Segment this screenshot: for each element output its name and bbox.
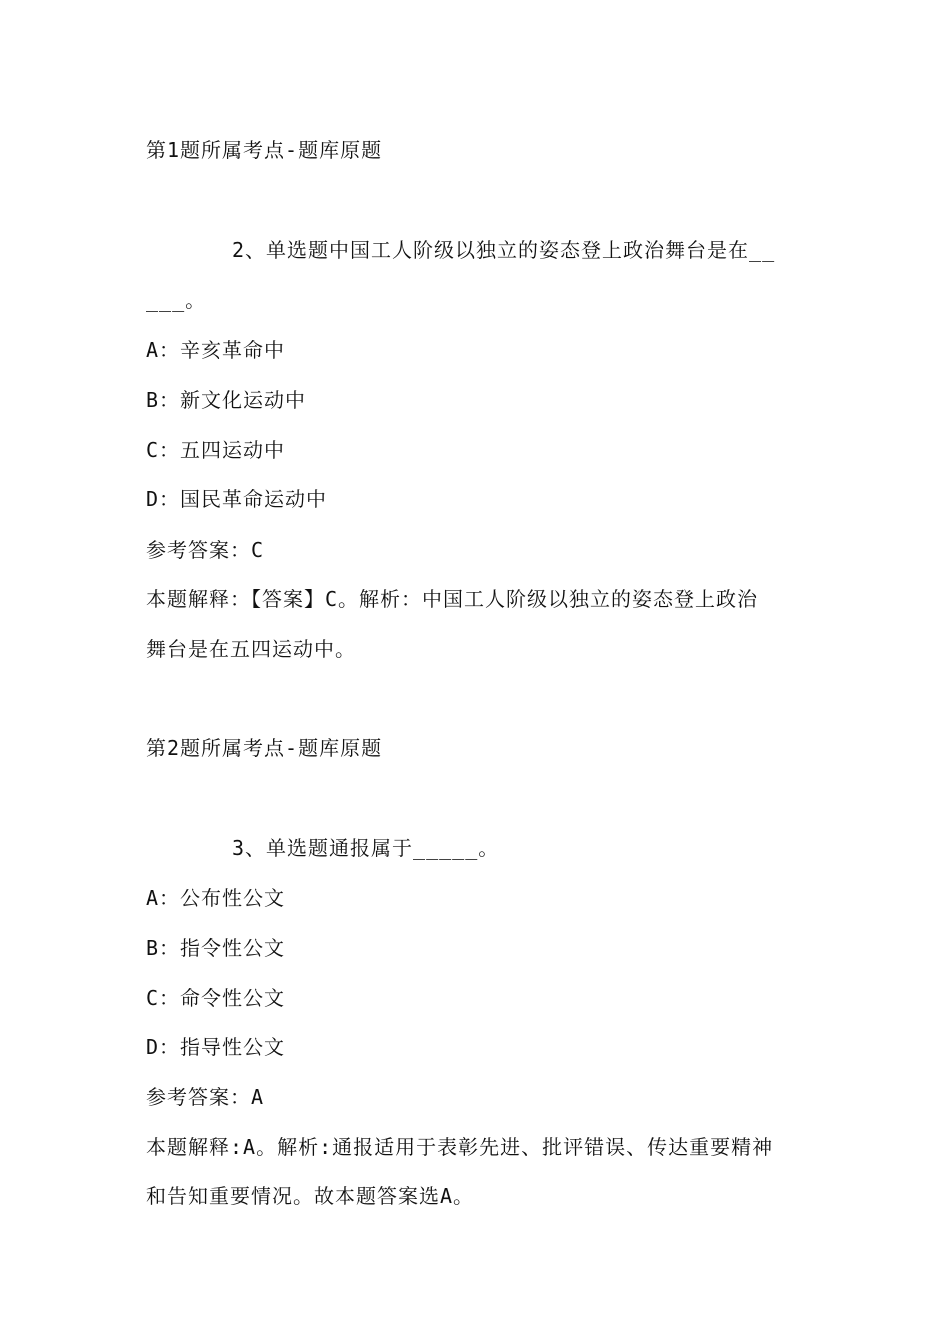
option-c: C：命令性公文	[146, 986, 286, 1010]
option-a: A：辛亥革命中	[146, 338, 286, 362]
option-a: A：公布性公文	[146, 886, 286, 910]
option-b: B：指令性公文	[146, 936, 286, 960]
explanation-text-continued: 和告知重要情况。故本题答案选A。	[146, 1184, 475, 1208]
explanation-text: 本题解释：【答案】C。解析：中国工人阶级以独立的姿态登上政治	[146, 587, 759, 611]
option-d: D：国民革命运动中	[146, 487, 328, 511]
explanation-text: 本题解释:A。解析:通报适用于表彰先进、批评错误、传达重要精神	[146, 1135, 774, 1159]
reference-answer: 参考答案：A	[146, 1085, 265, 1109]
option-c: C：五四运动中	[146, 438, 286, 462]
topic-heading: 第1题所属考点-题库原题	[146, 138, 383, 162]
question-text: 3、单选题通报属于_____。	[232, 836, 500, 860]
explanation-text-continued: 舞台是在五四运动中。	[146, 637, 356, 661]
option-b: B：新文化运动中	[146, 388, 307, 412]
question-text-continued: ___。	[146, 288, 207, 312]
reference-answer: 参考答案：C	[146, 538, 265, 562]
topic-heading: 第2题所属考点-题库原题	[146, 736, 383, 760]
option-d: D：指导性公文	[146, 1035, 286, 1059]
question-text: 2、单选题中国工人阶级以独立的姿态登上政治舞台是在__	[232, 238, 776, 262]
